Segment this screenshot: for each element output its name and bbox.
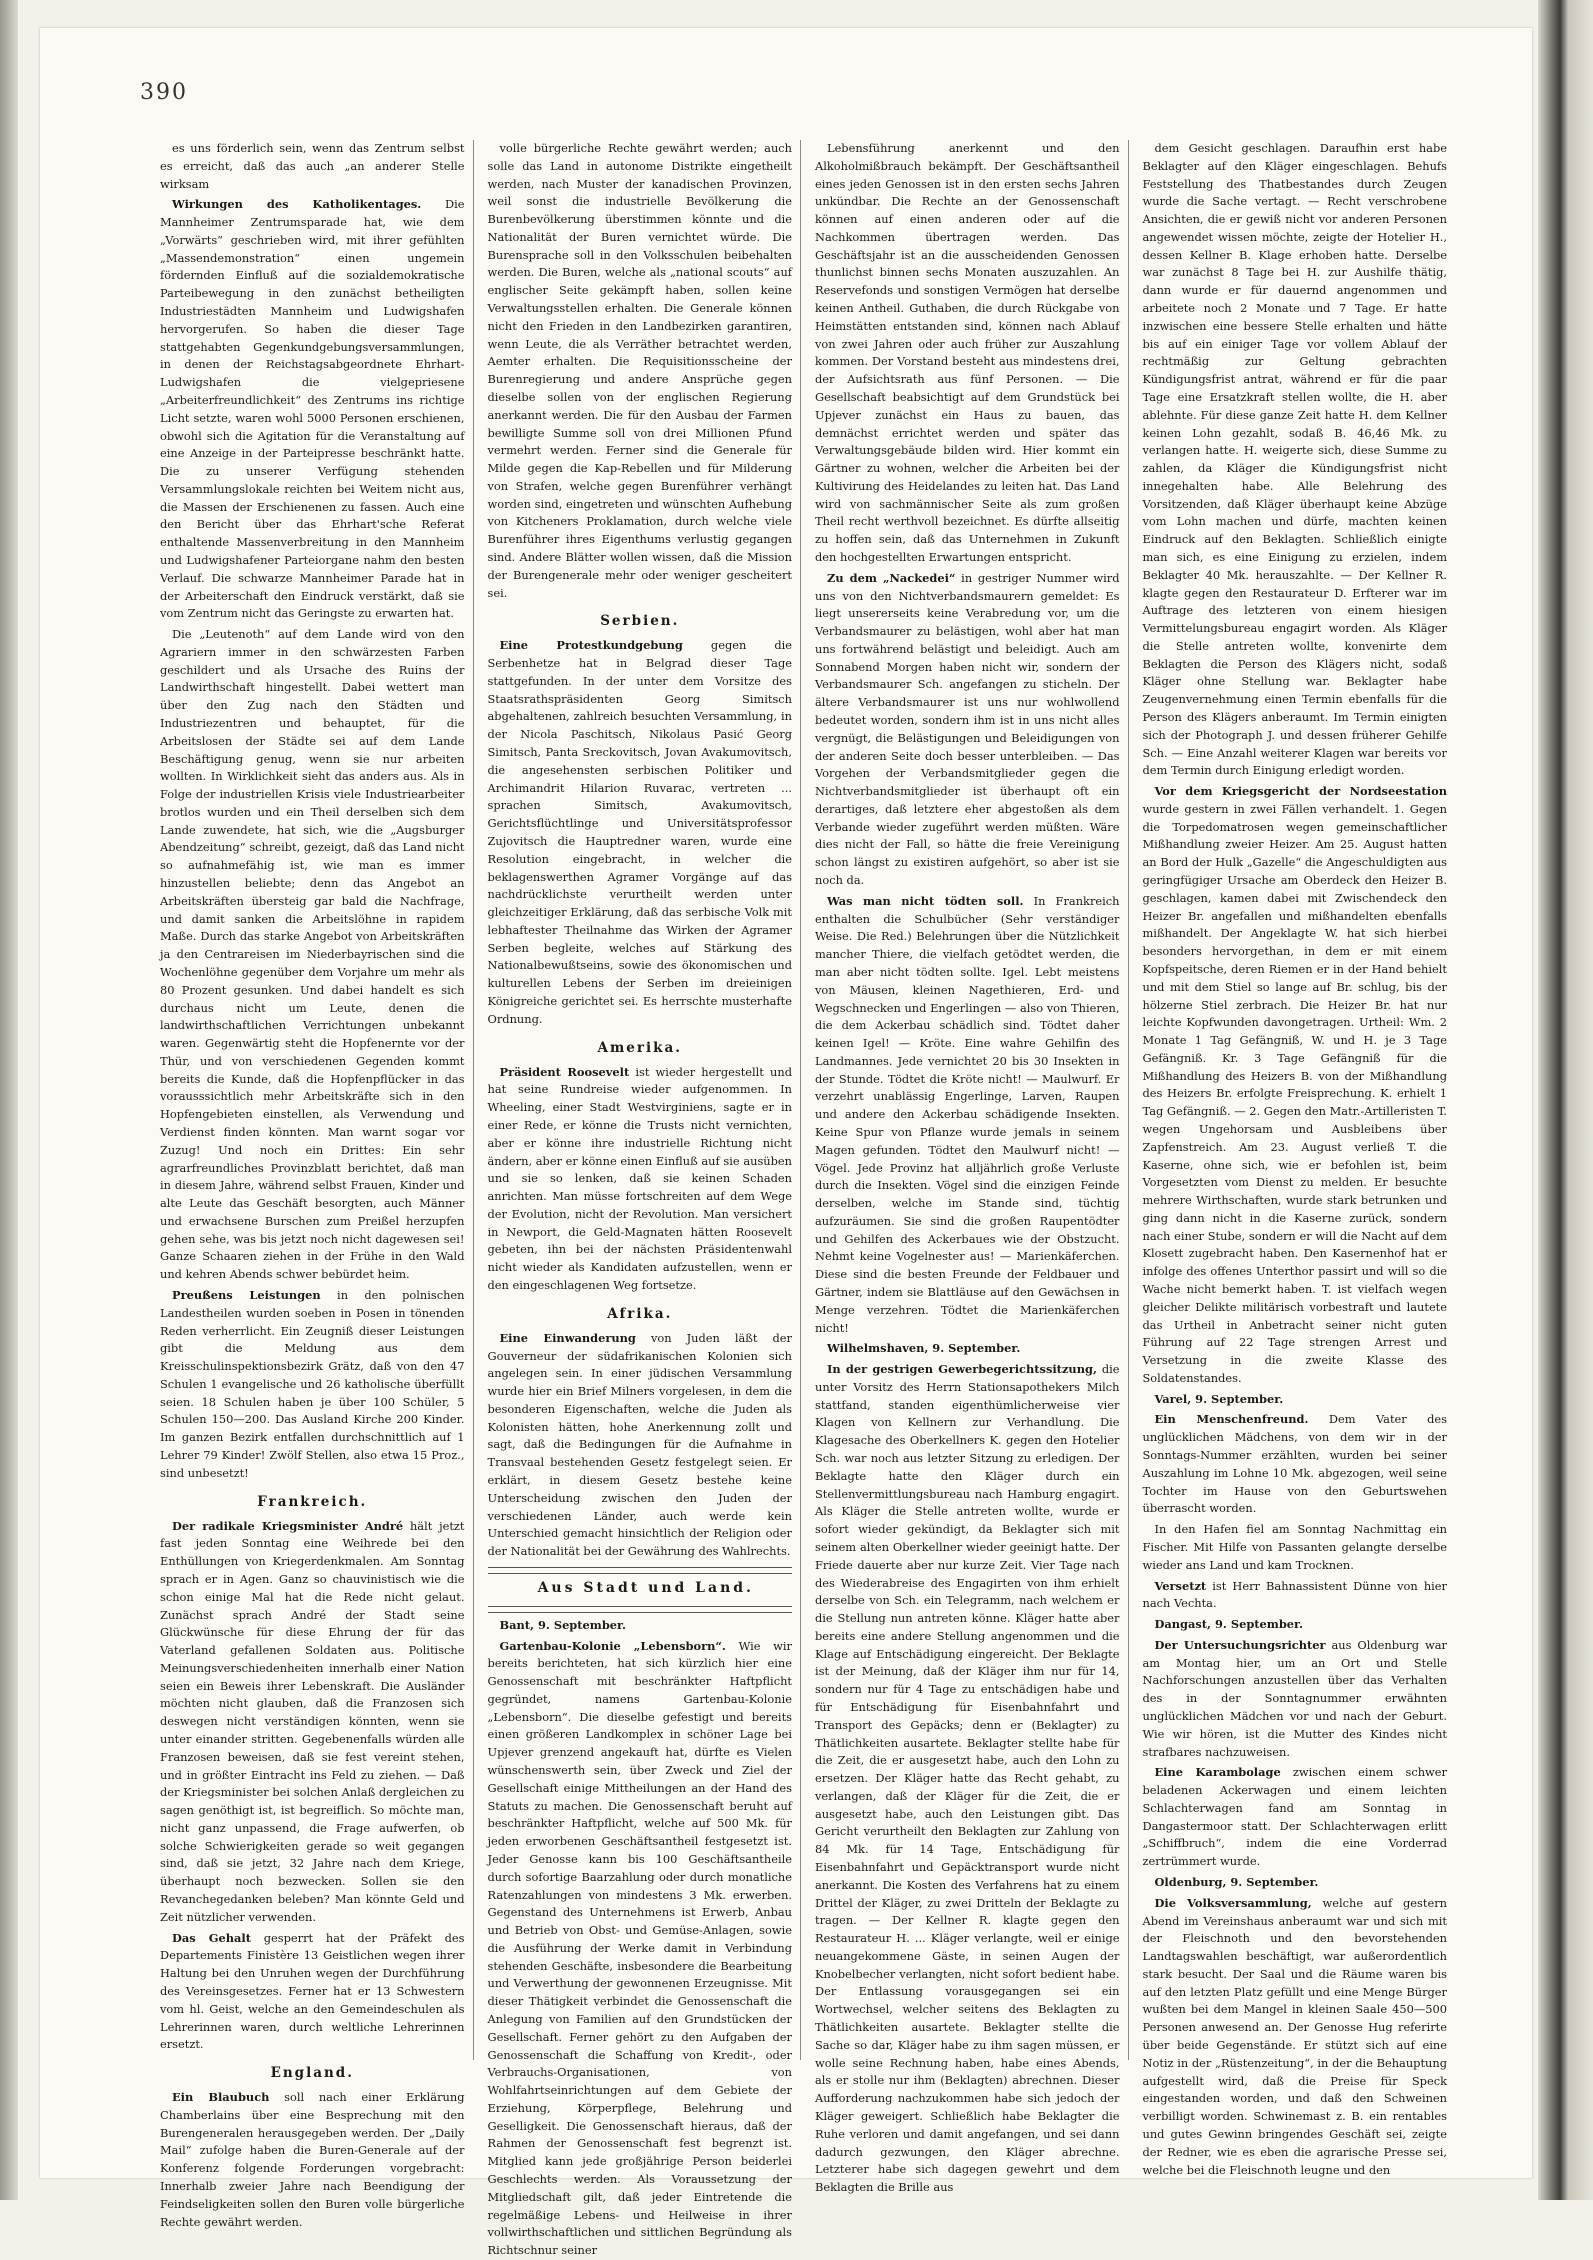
- paragraph-lead: Varel, 9. September.: [1154, 1391, 1284, 1406]
- article-paragraph: [1143, 1637, 1448, 1761]
- section-heading: Amerika.: [597, 1039, 682, 1056]
- paragraph-text: Lebensführung anerkennt und den Alkoholmißbrauch bekämpft. Der Geschäftsantheil eines jeden Genossen ist in den ersten sechs Jahren unkündbar. Die Rechte an der Genossenschaft können auf einen anderen oder auf die Nachkommen übertragen werden. Das Geschäftsjahr ist an die ausscheidenden Genossen thunlichst binnen sechs Monaten auszuzahlen. An Reservefonds und sonstigen Vermögen hat derselbe keinen Antheil. Guthaben, die durch Rückgabe von Heimstätten entstanden sind, können nach Ablauf von zwei Jahren oder auch früher zur Auszahlung kommen. Der Vorstand besteht aus mindestens drei, der Aufsichtsrath aus fünf Personen. — Die Gesellschaft beabsichtigt auf dem Grundstück bei Upjever zunächst ein Haus zu bauen, das demnächst errichtet werden und später das Verwaltungsgebäude bilden wird. Hier kommt ein Gärtner zu wohnen, welcher die Arbeiten bei der Kultivirung des Heidelandes zu leiten hat. Das Land wird von sachmännischer Seite als zum großen Theil recht werthvoll bezeichnet. Es dürfte allseitig zu hoffen sein, daß das Unternehmen in Zukunft den hochgestellten Erwartungen entspricht.: [815, 141, 1120, 564]
- article-paragraph: [160, 1287, 465, 1483]
- paragraph-text: Die „Leutenoth“ auf dem Lande wird von den Agrariern immer in den schwärzesten Farben geschildert und als Ursache des Ruins der Landwirthschaft hingestellt. Dabei wettert man über den Zug nach den Städten und Industriezentren und behauptet, für die Arbeitslosen der Städte sei auf dem Lande Beschäftigung genug, wenn sie nur arbeiten wollten. In Wirklichkeit sieht das anders aus. Als in Folge der industriellen Krisis viele Industriearbeiter brotlos wurden und ein Theil derselben sich dem Lande zuwendete, hat sich, wie die „Augsburger Abendzeitung“ schreibt, gezeigt, daß das Land nicht so aufnahmefähig ist, wie man es immer hinzustellen beliebte; denn das Angebot an Arbeitskräften übersteig gar bald die Nachfrage, und damit sanken die Arbeitslöhne in rapidem Maße. Durch das starke Angebot von Arbeitskräften ja den Centrareisen im Niederbayrischen sind die Wochenlöhne gegenüber dem Vorjahre um mehr als 80 Prozent gesunken. Und dabei handelt es sich durchaus nicht um Leute, denen die landwirthschaftlichen Verrichtungen unbekannt waren. Gegenwärtig steht die Hopfenernte vor der Thür, und von verschiedenen Gegenden kommt bereits die Kunde, daß die Hopfenpflücker in das vorausssichtlich mehr Arbeitskräfte sich in den Hopfengebieten einstellen, als Verwendung und Verdienst finden könnten. Man warnt sogar vor Zuzug! Und noch ein Drittes: Ein sehr agrarfreundliches Provinzblatt berichtet, daß man in diesem Jahre, während selbst Frauen, Kinder und alte Leute das Geschäft besorgten, auch Männer und erwachsene Burschen zum Preißel herzupfen gehen sehe, was bis jetzt noch nicht dagewesen sei! Ganze Schaaren ziehen in der Frühe in den Wald und kehren Abends schwer bebürdet heim.: [160, 627, 465, 1282]
- paragraph-lead: Bant, 9. September.: [499, 1617, 626, 1632]
- article-paragraph: [815, 1340, 1120, 1358]
- article-paragraph: [1143, 1764, 1448, 1871]
- paragraph-lead: Eine Protestkundgebung: [499, 638, 683, 653]
- article-paragraph: [815, 570, 1120, 890]
- paragraph-text: in den polnischen Landestheilen wurden soeben in Posen in tönenden Reden verherrlicht. Ein Zeugniß dieser Leistungen gibt die Meldung aus dem Kreisschulinspektionsbezirk Grätz, daß von den 47 Schulen 1 evangelische und 26 katholische überfüllt seien. 18 Schulen haben je über 100 Schüler, 5 Schulen 150—200. Das Ausland Kirche 200 Kinder. Im ganzen Bezirk entfallen durchschnittlich auf 1 Lehrer 79 Kinder! Zwölf Stellen, also etwa 15 Proz., sind unbesetzt!: [160, 1288, 465, 1480]
- paragraph-lead: Eine Karambolage: [1154, 1765, 1281, 1780]
- paragraph-lead: Zu dem „Nackedei“: [827, 570, 956, 585]
- section-heading: Frankreich.: [257, 1493, 368, 1510]
- article-paragraph: [488, 1064, 793, 1295]
- paragraph-lead: Ein Menschenfreund.: [1154, 1412, 1309, 1427]
- paragraph-text: Dem Vater des unglücklichen Mädchens, von dem wir in der Sonntags-Nummer erzählten, wurden bei seiner Auszahlung im Lohne 10 Mk. abgezogen, weil seine Tochter im Hause von den Geburtswehen überrascht worden.: [1142, 1412, 1447, 1516]
- paragraph-text: die unter Vorsitz des Herrn Stationsapothekers Milch stattfand, standen eigenthümlicherweise vier Klagen von Kellnern zur Verhandlung. Die Klagesache des Oberkellners K. gegen den Hotelier Sch. war noch aus letzter Sitzung zu erledigen. Der Beklagte hatte den Kläger durch ein Stellenvermittlungsbureau nach Hamburg engagirt. Als Kläger die Stelle antreten wollte, wurde er sofort wieder gekündigt, da Beklagter sich mit seinem alten Oberkellner wieder geeinigt hatte. Der Friede dauerte aber nur kurze Zeit. Vier Tage nach des Wiederabreise des Engagirten von ihm erhielt derselbe von Sch. ein Telegramm, nach welchem er die Stellung nun antreten könne. Kläger hatte aber bereits eine andere Stellung angenommen und die Klage auf Entschädigung eingereicht. Der Beklagte ist der Meinung, daß der Kläger ihm nur für 14, sondern nur für 4 Tage zu entschädigen habe und für Entschädigung für Eisenbahnfahrt und Transport des Gepäcks; denn er (Beklagter) zu Thätlichkeiten ausartete. Beklagter stellte habe für die Zeit, die er ausgesetzt habe, auch den Lohn zu ersetzen. Der Kläger hatte das Recht gehabt, zu verlangen, daß der Kläger für die Zeit, die er ausgesetzt habe, auch den Leistungen gibt. Das Gericht verurtheilt den Beklagten zur Zahlung von 84 Mk. für 14 Tage, Entschädigung für Eisenbahnfahrt und Gepäcktransport wurde nicht anerkannt. Die Kosten des Verfahrens hat zu einem Drittel der Kläger, zu zwei Dritteln der Beklagte zu tragen. — Der Kellner R. klagte gegen den Restaurateur H. ... Kläger verlangte, weil er einige neuangekommene Gäste, in seinen Augen der Knobelbecher verlangten, nicht sofort bedient habe. Der Entlassung vorausgegangen sei ein Wortwechsel, welcher seitens des Beklagten zu Thätlichkeiten ausartete. Beklagter stellte die Sache so dar, Kläger habe zu ihm sagen müssen, er wolle seine Rechnung haben, habe eines Abends, als er stolle nur ihm (Beklagten) abrechnen. Dieser Aufforderung nachzukommen habe sich jedoch der Kläger geweigert. Schließlich habe Beklagter die Ruhe verloren und damit angefangen, und sei dann dadurch gezwungen, den Kläger abrechne. Letzterer habe sich dagegen gewehrt und dem Beklagten die Brille aus: [815, 1362, 1120, 2195]
- paragraph-lead: Das Gehalt: [172, 1930, 251, 1945]
- paragraph-text: Wie wir bereits berichteten, hat sich kürzlich hier eine Genossenschaft mit beschränkter Haftpflicht gegründet, namens Gartenbau-Kolonie „Lebensborn“. Die dieselbe gefestigt und bereits einen größeren Landkomplex in schöner Lage bei Upjever grenzend angekauft hat, dürfte es Vielen wünschenswerth sein, über Zweck und Ziel der Gesellschaft einige Mittheilungen an der Hand des Statuts zu machen. Die Genossenschaft beruht auf beschränkter Haftpflicht, welche auf 500 Mk. für jeden erworbenen Geschäftsantheil festgesetzt ist. Jeder Genosse kann bis 100 Geschäftsantheile durch sofortige Baarzahlung oder durch monatliche Ratenzahlungen von mindestens 3 Mk. erwerben. Gegenstand des Unternehmens ist Erwerb, Anbau und Betrieb von Obst- und Gemüse-Anlagen, sowie die Ausführung der Werke damit in Verbindung stehenden Geschäfte, insbesondere die Bearbeitung und Verwerthung der gewonnenen Erzeugnisse. Mit dieser Thätigkeit verbindet die Genossenschaft die Anlegung von Familien auf den Grundstücken der Gesellschaft. Ferner gehört zu den Aufgaben der Genossenschaft die Schaffung von Kredit-, oder Verbrauchs-Organisationen, von Wohlfahrtseinrichtungen auf dem Gebiete der Erziehung, Körperpflege, Belehrung und Geselligkeit. Die Genossenschaft hieraus, daß der Rahmen der Genossenschaft fest begrenzt ist. Mitglied kann jede großjährige Person beiderlei Geschlechts werden. Als Voraussetzung der Mitgliedschaft gilt, daß jeder Eintretende die regelmäßige Lebens- und Heilweise in ihrer vollwirthschaftlichen und sittlichen Begründung als Richtschnur seiner: [487, 1638, 792, 2258]
- paragraph-lead: In der gestrigen Gewerbegerichtssitzung,: [827, 1362, 1097, 1377]
- paragraph-lead: Der Untersuchungsrichter: [1154, 1637, 1326, 1652]
- paragraph-lead: Dangast, 9. September.: [1154, 1617, 1303, 1632]
- paragraph-text: In den Hafen fiel am Sonntag Nachmittag ein Fischer. Mit Hilfe von Passanten gelangte derselbe wieder ans Land und kam Trocknen.: [1142, 1522, 1447, 1572]
- article-paragraph: [815, 1361, 1120, 2197]
- article-paragraph: [815, 140, 1120, 567]
- paragraph-lead: Gartenbau-Kolonie „Lebensborn“.: [499, 1638, 726, 1653]
- paragraph-lead: Wirkungen des Katholikentages.: [172, 197, 422, 212]
- column-2: [487, 140, 802, 2258]
- section-heading: Afrika.: [607, 1305, 673, 1322]
- article-paragraph: [1143, 140, 1448, 780]
- article-paragraph: [160, 196, 465, 623]
- article-paragraph: [488, 1617, 793, 1635]
- paragraph-text: wurde gestern in zwei Fällen verhandelt. 1. Gegen die Torpedomatrosen wegen gemeinschaftlicher Mißhandlung zweier Heizer. Am 25. August hatten an Bord der Hulk „Gazelle“ die Angeschuldigten aus geringfügiger Ursache am Oberdeck den Heizer B. geschlagen, kamen dabei mit Zwischendeck den Heizer Br. angefallen und mißhandelten ebenfalls mißhandelt. Der Angeklagte W. hat sich hierbei besonders hervorgethan, in dem er mit einem Kopfspeitsche, deren Riemen er in der Hand behielt und mit dem Stiel so lange auf Br. schlug, bis der hölzerne Stiel zerbrach. Die Heizer Br. hat nur leichte Kopfwunden davongetragen. Urtheil: Wm. 2 Monate 1 Tag Gefängniß, W. und H. je 3 Tage Gefängniß. Kr. 3 Tage Gefängniß für die Mißhandlung des Heizers B. von der Mißhandlung des Heizers Br. erfolgte Freisprechung. K. erhielt 1 Tag Gefängniß. — 2. Gegen den Matr.-Artilleristen T. wegen Ungehorsam und Ausbleibens über Zapfenstreich. Am 23. August verließ T. die Kaserne, ohne sich, wie er befohlen ist, beim Vorgesetzten vom Dienst zu melden. Er besuchte mehrere Wirthschaften, wurde stark betrunken und ging dann nicht in die Kaserne zurück, sondern nach einer Stube, sondern er will die Nacht auf dem Klosett zugebracht haben. Den Kasernenhof hat er infolge des offenes Unterthor passirt und will so die Wache nicht bemerkt haben. T. ist vielfach wegen gleicher Delikte militärisch vorbestraft und lautete das Urtheil in Anbetracht seiner nicht guten Führung auf 22 Tage strengen Arrest und Versetzung in die zweite Klasse des Soldatenstandes.: [1142, 801, 1447, 1385]
- section-heading: England.: [270, 2065, 354, 2082]
- paragraph-lead: Vor dem Kriegsgericht der Nordseestation: [1154, 784, 1447, 799]
- article-paragraph: [1143, 1874, 1448, 1892]
- section-rubric: Aus Stadt und Land.: [537, 1579, 754, 1596]
- scan-edge-right: [1538, 0, 1593, 2200]
- paragraph-text: welche auf gestern Abend im Vereinshaus anberaumt war und sich mit der Fleischnoth und den bevorstehenden Landtagswahlen beschäftigt, war außerordentlich stark besucht. Der Saal und die Räume waren bis auf den letzten Platz gefüllt und eine Menge Bürger wußten bei dem Mangel in kleinen Saale 450—500 Personen anwesend an. Der Genosse Hug referirte über beide Gegenstände. Er stützt sich auf eine Notiz in der „Rüstenzeitung“, in der die Behauptung aufgestellt wird, daß die Preise für Speck eingestanden worden, und daß den Schweinen verbilligt worden. Schwinemast z. B. ein rentables und gutes Gewinn bringendes Geschäft sei, zeigte der Redner, wie es eben die agrarische Presse sei, welche bei die Fleischnoth leugne und den: [1142, 1895, 1447, 2177]
- article-paragraph: [1143, 1521, 1448, 1574]
- article-paragraph: [488, 140, 793, 602]
- paragraph-text: In Frankreich enthalten die Schulbücher (Sehr verständiger Weise. Die Red.) Belehrungen über die Nützlichkeit mancher Thiere, die vielfach getödtet werden, die man aber nicht tödten sollte. Igel. Lebt meistens von Mäusen, kleinen Nagethieren, Erd- und Wegschnecken und Engerlingen — also von Thieren, die dem Ackerbau schädlich sind. Tödtet daher keinen Igel! — Kröte. Eine wahre Gehilfin des Landmannes. Jede vernichtet 20 bis 30 Insekten in der Stunde. Tödtet die Kröte nicht! — Maulwurf. Er verzehrt unablässig Engerlinge, Larven, Raupen und andere den Ackerbau schädigende Insekten. Keine Spur von Pflanze wurde jemals in seinem Magen gefunden. Tödtet den Maulwurf nicht! — Vögel. Jede Provinz hat alljährlich große Verluste durch die Insekten. Vögel sind die einzigen Feinde derselben, welche im Stande sind, tüchtig aufzuräumen. Sie sind die großen Raupentödter und Gehilfen des Ackerbaues wie der Obstzucht. Nehmt keine Vogelnester aus! — Marienkäferchen. Diese sind die besten Freunde der Feldbauer und Gärtner, indem sie Blattläuse auf den Gewächsen in Menge verzehren. Tödtet die Marienkäferchen nicht!: [815, 893, 1120, 1335]
- paragraph-text: gesperrt hat der Präfekt des Departements Finistère 13 Geistlichen wegen ihrer Haltung bei den Unruhen wegen der Durchführung des Vereinsgesetzes. Ferner hat er 13 Schwestern vom hl. Geist, welche an den Gemeindeschulen als Lehrerinnen waren, durch weltliche Lehrerinnen ersetzt.: [160, 1930, 465, 2052]
- paragraph-lead: Ein Blaubuch: [172, 2090, 270, 2105]
- paragraph-text: ist Herr Bahnassistent Dünne von hier nach Vechta.: [1142, 1578, 1447, 1611]
- paragraph-lead: Der radikale Kriegsminister André: [172, 1518, 404, 1533]
- paragraph-text: es uns förderlich sein, wenn das Zentrum selbst es erreicht, daß das auch „an anderer Stelle wirksam: [160, 141, 465, 191]
- article-paragraph: [488, 1638, 793, 2260]
- paragraph-text: in gestriger Nummer wird uns von den Nichtverbandsmaurern gemeldet: Es liegt unsererseits keine Verabredung vor, um die Verbandsmaurer zu belästigen, wohl aber hat man uns fortwährend belästigt und beleidigt. Auch am Sonnabend Morgen haben nicht wir, sondern der Verbandsmaurer Sch. angefangen zu sticheln. Der ältere Verbandsmaurer ist uns nur wohlwollend bedeutet worden, sondern ihm ist in uns nicht alles vergnügt, die Belästigungen und Beleidigungen von der anderen Seite doch besser unterbleiben. — Das Vorgehen der Verbandsmitglieder gegen die Nichtverbandsmitglieder ist überhaupt oft ein derartiges, daß letztere eher abgestoßen als dem Verbande wieder zugeführt werden müßten. Wäre dies nicht der Fall, so hätte die freie Vereinigung schon längst zu existiren aufgehört, so aber ist sie noch da.: [815, 570, 1120, 888]
- paragraph-lead: Die Volksversammlung,: [1154, 1895, 1312, 1910]
- paragraph-lead: Was man nicht tödten soll.: [827, 893, 1024, 908]
- paragraph-lead: Wilhelmshaven, 9. September.: [827, 1341, 1021, 1356]
- article-paragraph: [815, 893, 1120, 1338]
- paragraph-lead: Preußens Leistungen: [172, 1288, 321, 1302]
- paragraph-text: ist wieder hergestellt und hat seine Rundreise wieder aufgenommen. In Wheeling, einer Stadt Westvirginiens, sagte er in einer Rede, er könne die Trusts nicht vernichten, aber er könne ihre industrielle Richtung nicht ändern, aber er könne einen Einfluß auf sie ausüben und sie so lenken, daß sie keinen Schaden anrichten. Man müsse fortschreiten auf dem Wege der Evolution, nicht der Revolution. Man versichert in Newport, die Geld-Magnaten hätten Roosevelt gebeten, ihn bei der nächsten Präsidentenwahl nicht wieder als Kandidaten aufzustellen, wenn er den eingeschlagenen Weg fortsetze.: [487, 1064, 792, 1292]
- paragraph-text: zwischen einem schwer beladenen Ackerwagen und einem leichten Schlachterwagen fand am Sonntag in Dangastermoor statt. Der Schlachterwagen erlitt „Schiffbruch“, indem die eine Vorderrad zertrümmert wurde.: [1142, 1765, 1447, 1869]
- article-paragraph: [160, 1518, 465, 1927]
- paragraph-text: von Juden läßt der Gouverneur der südafrikanischen Kolonien sich angelegen sein. In einer jüdischen Versammlung wurde hier ein Brief Milners vorgelesen, in dem die besonderen Eigenschaften, welche die Juden als Kolonisten hätten, hohe Anerkennung zollt und sagt, daß die Bedingungen für die Aufnahme in Transvaal bestehenden Gesetz festgelegt seien. Er erklärt, in diesem Gesetz bestehe keine Unterscheidung zwischen den Juden der verschiedenen Länder, auch werde kein Unterschied gemacht hinsichtlich der Religion oder der Nationalität bei der Gewährung des Wahlrechts.: [487, 1330, 792, 1559]
- article-columns: [160, 140, 1455, 2258]
- paragraph-lead: Versetzt: [1154, 1578, 1207, 1593]
- article-paragraph: [1143, 1578, 1448, 1614]
- column-1: [160, 140, 474, 2229]
- paragraph-text: volle bürgerliche Rechte gewährt werden; auch solle das Land in autonome Distrikte eingetheilt werden, nach Muster der kanadischen Provinzen, weil sonst die industrielle Bevölkerung die Burenbevölkerung überstimmen könnte und die Nationalität der Buren vernichtet würde. Die Burensprache soll in den Volksschulen beibehalten werden. Die Buren, welche als „national scouts“ auf englischer Seite gekämpft haben, sollen keine Verwaltungsstellen erhalten. Die Generale können nicht den Frieden in den Landbezirken garantiren, wenn Leute, die als Verräther betrachtet werden, Aemter erhalten. Die Requisitionsscheine der Burenregierung und andere Ansprüche gegen dieselbe sollen von der englischen Regierung anerkannt werden. Die für den Ausbau der Farmen bewilligte Summe soll von drei Millionen Pfund vermehrt werden. Ferner sind die Generale für Milde gegen die Kap-Rebellen und für Milderung von Strafen, welche gegen Burenführer verhängt worden sind, eingetreten und wünschten Aufhebung von Kitcheners Proklamation, durch welche viele Burenführer ihres Eigenthums verlustig gegangen sind. Andere Blätter wollen wissen, daß die Mission der Burengenerale mehr oder weniger gescheitert sei.: [487, 141, 792, 600]
- article-paragraph: [160, 2089, 465, 2231]
- column-3: [815, 140, 1129, 2195]
- section-divider: [488, 1567, 793, 1574]
- paragraph-text: gegen die Serbenhetze hat in Belgrad dieser Tage stattgefunden. In der unter dem Vorsitze des Staatsrathspräsidenten Georg Simitsch abgehaltenen, zahlreich besuchten Versammlung, in der Nicola Paschitsch, Nikolaus Pasić Georg Simitsch, Panta Sreckovitsch, Jovan Avakumovitsch, die angesehensten serbischen Politiker und Archimandrit Hilarion Ruvarac, vertreten ... sprachen Simitsch, Avakumovitsch, Gerichtsflüchtlinge und Universitätsprofessor Zujovitsch die Hauptredner waren, wurde eine Resolution eingebracht, in welcher die beklagenswerthen Agramer Vorgänge auf das nachdrücklichste verurtheilt werden unter gleichzeitiger Erklärung, daß das serbische Volk mit lebhaftester Theilnahme das Wirken der Agramer Serben begleite, welches auf Stärkung des Nationalbewußtseins, sowie des ökonomischen und kulturellen Lebens der Serben im dreieinigen Königreiche gerichtet sei. Es herrschte musterhafte Ordnung.: [487, 638, 792, 1026]
- paragraph-lead: Präsident Roosevelt: [499, 1064, 630, 1079]
- paragraph-lead: Eine Einwanderung: [499, 1330, 636, 1345]
- paragraph-lead: Oldenburg, 9. September.: [1154, 1875, 1319, 1889]
- article-paragraph: [1143, 1391, 1448, 1409]
- article-paragraph: [1143, 783, 1448, 1388]
- article-paragraph: [160, 140, 465, 193]
- section-heading: Serbien.: [600, 613, 680, 630]
- scan-edge-left: [0, 0, 18, 2200]
- article-paragraph: [488, 637, 793, 1028]
- article-paragraph: [1143, 1895, 1448, 2180]
- paragraph-text: soll nach einer Erklärung Chamberlains über eine Besprechung mit den Burengeneralen herausgegeben werden. Der „Daily Mail“ zufolge haben die Buren-Generale auf der Konferenz folgende Forderungen vorgebracht: Innerhalb zweier Jahre nach Beendigung der Feindseligkeiten sollen den Buren volle bürgerliche Rechte gewährt werden.: [160, 2090, 465, 2229]
- article-paragraph: [160, 1930, 465, 2054]
- article-paragraph: [1143, 1616, 1448, 1634]
- column-4: [1142, 140, 1456, 2177]
- article-paragraph: [1143, 1411, 1448, 1518]
- article-paragraph: [160, 626, 465, 1284]
- paragraph-text: dem Gesicht geschlagen. Daraufhin erst habe Beklagter auf den Kläger eingeschlagen. Behufs Feststellung des Thatbestandes durch Zeugen wurde die Sache vertagt. — Recht verschrobene Ansichten, die er gewiß nicht vor anderen Personen angewendet wissen möchte, zeigte der Hotelier H., dessen Kellner B. Klage erhoben hatte. Derselbe war zunächst 8 Tage bei H. zur Aushilfe thätig, dann wurde er für dauernd angenommen und arbeitete noch 2 Monate und 7 Tage. Er hatte inzwischen eine bessere Stelle erhalten und hätte bis auf ein einiger Tage vor vollem Ablauf der rechtmäßig zur Geltung gebrachten Kündigungsfrist antrat, während er für die paar Tage eine Ersatzkraft stellen wollte, die H. aber ablehnte. Für diese ganze Zeit hatte H. dem Kellner keinen Lohn gezahlt, sodaß B. 46,46 Mk. zu verlangen hatte. H. weigerte sich, diese Summe zu zahlen, da Kläger die Kündigungsfrist nicht innegehalten habe. Alle Belehrung des Vorsitzenden, daß Kläger überhaupt keine Abzüge vom Lohn machen und dürfe, machten keinen Eindruck auf den Beklagten. Schließlich einigte man sich, es eine Einigung zu erzielen, indem Beklagter 40 Mk. herauszahlte. — Der Kellner R. klagte gegen den Restaurateur D. Erfterer war im Auftrage des letzteren von einem hiesigen Vermittelungsbureau engagirt worden. Als Kläger die Stelle antreten wollte, konvenirte dem Beklagten die Person des Klägers nicht, sodaß Kläger ohne Stellung war. Beklagter habe Zeugenvernehmung einen Termin ebenfalls für die Person des Klägers anberaumt. Im Termin einigten sich der Photograph J. und dessen früherer Gehilfe Sch. — Eine Anzahl weiterer Klagen war bereits vor dem Termin durch Einigung erledigt worden.: [1142, 141, 1447, 778]
- section-divider: [488, 1606, 793, 1613]
- paragraph-text: Die Mannheimer Zentrumsparade hat, wie dem „Vorwärts“ geschrieben wird, mit ihrer gefühlten „Massendemonstration“ einen ungemein fördernden Einfluß auf die sozialdemokratische Parteibewegung in den zunächst betheiligten Industriestädten Mannheim und Ludwigshafen hervorgerufen. So haben die dieser Tage stattgehabten Gegenkundgebungsversammlungen, in denen der Reichstagsabgeordnete Ehrhart-Ludwigshafen die vielgepriesene „Arbeiterfreundlichkeit“ des Zentrums ins richtige Licht setzte, waren wohl 5000 Personen erschienen, obwohl sich die Agitation für die Veranstaltung auf eine Anzeige in der Parteipresse beschränkt hatte. Die zu unserer Verfügung stehenden Versammlungslokale reichten bei Weitem nicht aus, die Massen der Erschienenen zu fassen. Auch eine den Bericht über das Ehrhart'sche Referat enthaltende Massenverbreitung in den Mannheim und Ludwigshafener Parteiorgane nahm den besten Verlauf. Die schwarze Mannheimer Parade hat in der Arbeiterschaft den Eindruck verstärkt, daß sie vom Zentrum nicht das Geringste zu erwarten hat.: [160, 197, 465, 621]
- paragraph-text: hält jetzt fast jeden Sonntag eine Weihrede bei den Enthüllungen von Kriegerdenkmalen. Am Sonntag sprach er in Agen. Ganz so chauvinistisch wie die schon einige Mal hat die Rede nicht gelaut. Zunächst sprach André der Stadt seine Glückwünsche für diese Ehrung der für das Vaterland gefallenen Soldaten aus. Politische Meinungsverschiedenheiten innerhalb einer Nation seien ein Beweis ihrer Lebenskraft. Die Ausländer möchten nicht glauben, daß die Franzosen sich deswegen nicht verständigen könnten, wenn sie unter einander stritten. Gegebenenfalls würden alle Franzosen beweisen, daß sie fest vereint stehen, und in größter Eintracht ins Feld zu ziehen. — Daß der Kriegsminister bei solchen Anlaß dergleichen zu sagen genöthigt ist, ist begreiflich. So möchte man, nicht ganz unpassend, die Frage aufwerfen, ob solche Schwierigkeiten gerade so weit gegangen sind, daß sie jetzt, 32 Jahre nach dem Kriege, überhaupt noch bezwecken. Sollen sie den Revanchegedanken beleben? Man könnte Geld und Zeit nützlicher verwenden.: [160, 1518, 465, 1924]
- article-paragraph: [488, 1330, 793, 1561]
- page-number: 390: [140, 80, 188, 105]
- paragraph-text: aus Oldenburg war am Montag hier, um an Ort und Stelle Nachforschungen anzustellen über das Verhalten des in der Sonntagnummer erwähnten unglücklichen Mädchen vor und nach der Geburt. Wie wir hören, ist die Mutter des Kindes nicht strafbares nachzuweisen.: [1142, 1637, 1447, 1759]
